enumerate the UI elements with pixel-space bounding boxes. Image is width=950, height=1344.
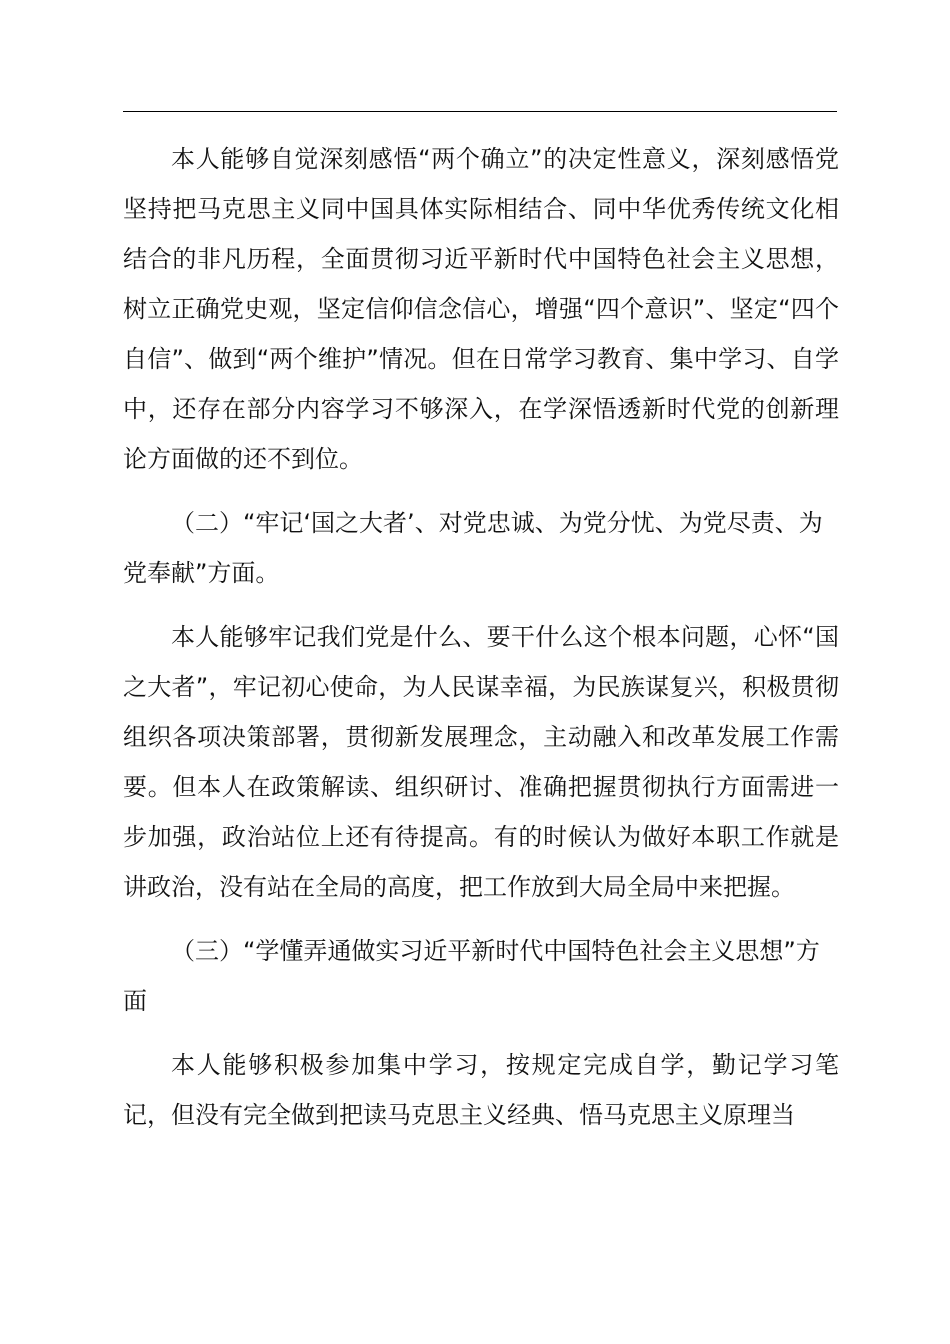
paragraph-body: 本人能够自觉深刻感悟“两个确立”的决定性意义，深刻感悟党坚持把马克思主义同中国具体实际相结合、同中华优秀传统文化相结合的非凡历程，全面贯彻习近平新时代中国特色社会主义思想，树立正确党史观，坚定信仰信念信心，增强“四个意识”、坚定“四个自信”、做到“两个维护”情况。但在日常学习教育、集中学习、自学中，还存在部分内容学习不够深入，在学深悟透新时代党的创新理论方面做的还不到位。 — [123, 145, 839, 473]
section-heading: （三）“学懂弄通做实习近平新时代中国特色社会主义思想”方面 — [123, 937, 820, 1015]
document-body — [123, 134, 839, 1140]
paragraph-body: 本人能够积极参加集中学习，按规定完成自学，勤记学习笔记，但没有完全做到把读马克思主义经典、悟马克思主义原理当 — [123, 1051, 839, 1129]
paragraph-body: 本人能够牢记我们党是什么、要干什么这个根本问题，心怀“国之大者”，牢记初心使命，为人民谋幸福，为民族谋复兴，积极贯彻组织各项决策部署，贯彻新发展理念，主动融入和改革发展工作需要。但本人在政策解读、组织研讨、准确把握贯彻执行方面需进一步加强，政治站位上还有待提高。有的时候认为做好本职工作就是讲政治，没有站在全局的高度，把工作放到大局全局中来把握。 — [123, 623, 839, 901]
header-rule — [123, 111, 837, 112]
section-heading: （二）“牢记‘国之大者’、对党忠诚、为党分忧、为党尽责、为党奉献”方面。 — [123, 509, 823, 587]
